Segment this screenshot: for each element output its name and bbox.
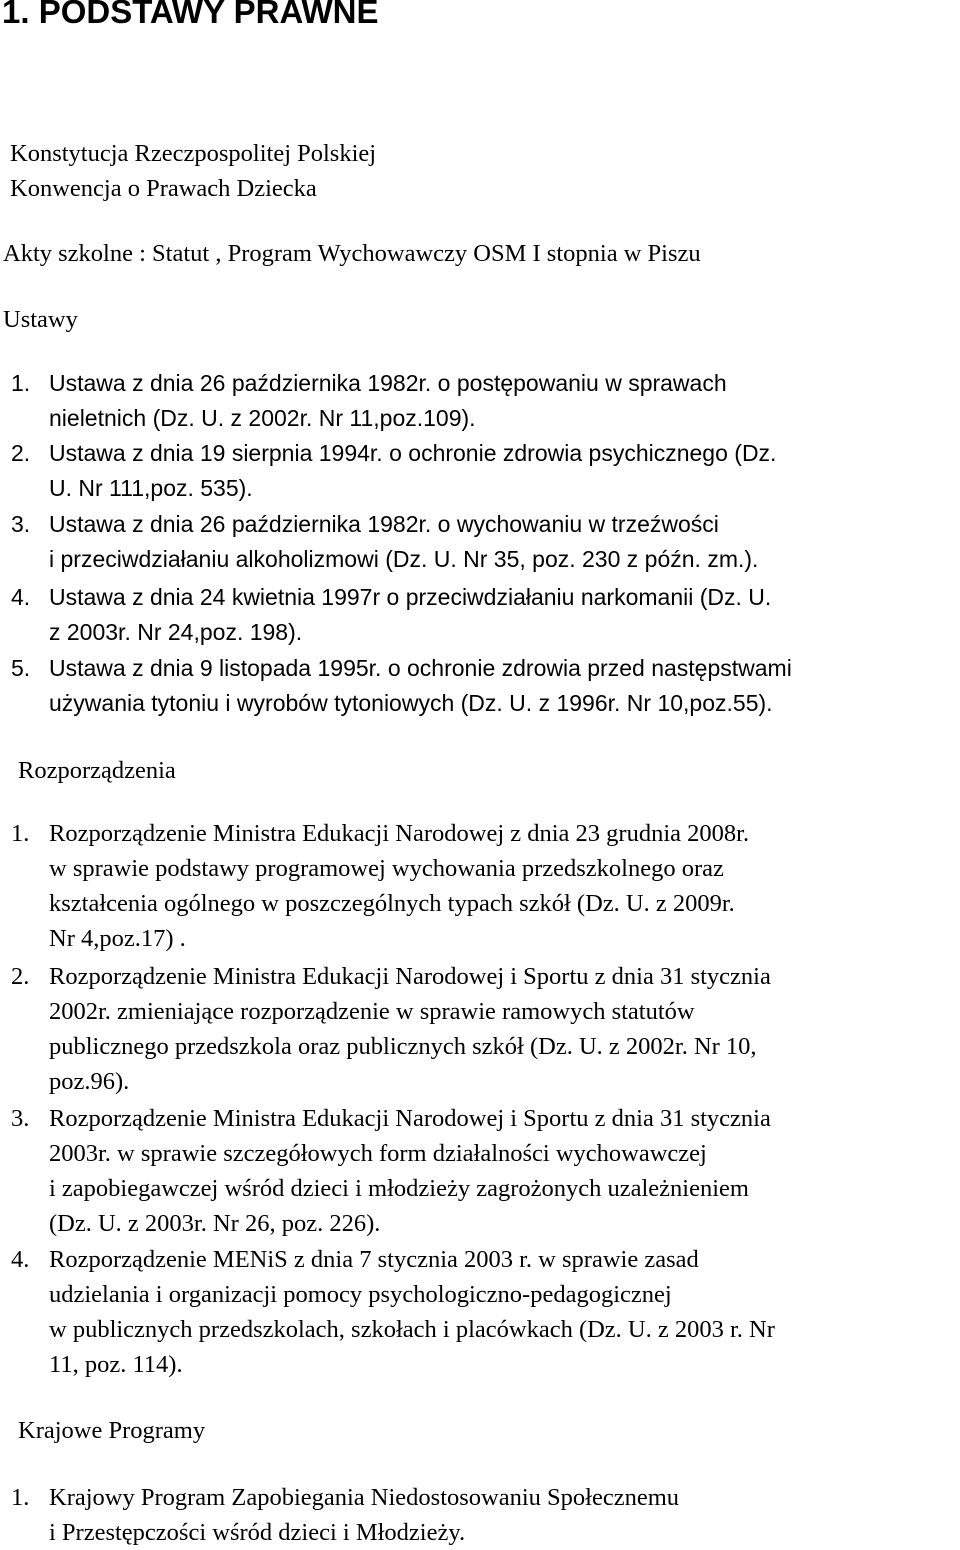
list-item-line: w sprawie podstawy programowej wychowania przedszkolnego oraz [49,855,724,882]
list-item [49,507,758,577]
list-item-line: publicznego przedszkola oraz publicznych szkół (Dz. U. z 2002r. Nr 10, [49,1033,757,1060]
section-title-ustawy: Ustawy [3,306,78,333]
list-item-line: Ustawa z dnia 9 listopada 1995r. o ochronie zdrowia przed następstwami [49,655,792,681]
list-item-line: udzielania i organizacji pomocy psychologiczno-pedagogicznej [49,1281,672,1308]
list-item-line: poz.96). [49,1068,130,1095]
list-item-number: 1. [11,370,31,396]
list-item-line: nieletnich (Dz. U. z 2002r. Nr 11,poz.109). [49,405,476,431]
list-item [49,580,771,650]
page-title: 1. PODSTAWY PRAWNE [2,0,379,30]
list-item-number: 3. [11,511,31,537]
list-item-line: i zapobiegawczej wśród dzieci i młodzieży zagrożonych uzależnieniem [49,1175,749,1202]
list-item-line: Ustawa z dnia 26 października 1982r. o wychowaniu w trzeźwości [49,511,719,537]
list-item-line: w publicznych przedszkolach, szkołach i placówkach (Dz. U. z 2003 r. Nr [49,1316,775,1343]
list-item-line: 2002r. zmieniające rozporządzenie w sprawie ramowych statutów [49,998,695,1025]
list-item-line: kształcenia ogólnego w poszczególnych typach szkół (Dz. U. z 2009r. [49,890,735,917]
list-item-number: 5. [11,655,31,681]
list-item-line: Krajowy Program Zapobiegania Niedostosowaniu Społecznemu [49,1484,680,1511]
list-item-line: Rozporządzenie Ministra Edukacji Narodowej i Sportu z dnia 31 stycznia [49,963,771,990]
list-item-line: Ustawa z dnia 24 kwietnia 1997r o przeciwdziałaniu narkomanii (Dz. U. [49,584,772,610]
list-item-number: 1. [11,820,30,847]
list-item-line: Ustawa z dnia 26 października 1982r. o postępowaniu w sprawach [49,370,727,396]
list-item-line: z 2003r. Nr 24,poz. 198). [49,619,303,645]
list-item [49,436,776,506]
list-item [49,1101,771,1241]
list-item-line: 2003r. w sprawie szczegółowych form działalności wychowawczej [49,1140,707,1167]
list-item-number: 3. [11,1105,30,1132]
list-item [49,1242,775,1382]
list-item-line: U. Nr 111,poz. 535). [49,475,253,501]
intro-line-convention: Konwencja o Prawach Dziecka [10,175,317,202]
section-title-rozporzadzenia: Rozporządzenia [18,757,176,784]
section-title-krajowe-programy: Krajowe Programy [18,1417,206,1444]
list-item-line: używania tytoniu i wyrobów tytoniowych (Dz. U. z 1996r. Nr 10,poz.55). [49,690,773,716]
list-item-line: Ustawa z dnia 19 sierpnia 1994r. o ochronie zdrowia psychicznego (Dz. [49,440,777,466]
intro-line-constitution: Konstytucja Rzeczpospolitej Polskiej [10,140,377,167]
list-item [49,651,792,721]
list-item-line: 11, poz. 114). [49,1351,183,1378]
list-item [49,366,727,436]
list-item-number: 2. [11,963,30,990]
list-item-number: 1. [11,1484,30,1511]
list-item [49,1480,679,1550]
list-item-number: 4. [11,1246,30,1273]
list-item-line: Nr 4,poz.17) . [49,925,186,952]
list-item-line: Rozporządzenie Ministra Edukacji Narodowej i Sportu z dnia 31 stycznia [49,1105,771,1132]
list-item [49,959,771,1099]
list-item-line: i przeciwdziałaniu alkoholizmowi (Dz. U. Nr 35, poz. 230 z późn. zm.). [49,546,759,572]
list-item-line: i Przestępczości wśród dzieci i Młodzieży. [49,1519,466,1546]
list-item-number: 2. [11,440,31,466]
list-item-line: Rozporządzenie MENiS z dnia 7 stycznia 2003 r. w sprawie zasad [49,1246,699,1273]
list-item-line: (Dz. U. z 2003r. Nr 26, poz. 226). [49,1210,381,1237]
intro-line-school-acts: Akty szkolne : Statut , Program Wychowawczy OSM I stopnia w Piszu [3,240,701,267]
list-item [49,816,749,956]
list-item-line: Rozporządzenie Ministra Edukacji Narodowej z dnia 23 grudnia 2008r. [49,820,750,847]
list-item-number: 4. [11,584,31,610]
